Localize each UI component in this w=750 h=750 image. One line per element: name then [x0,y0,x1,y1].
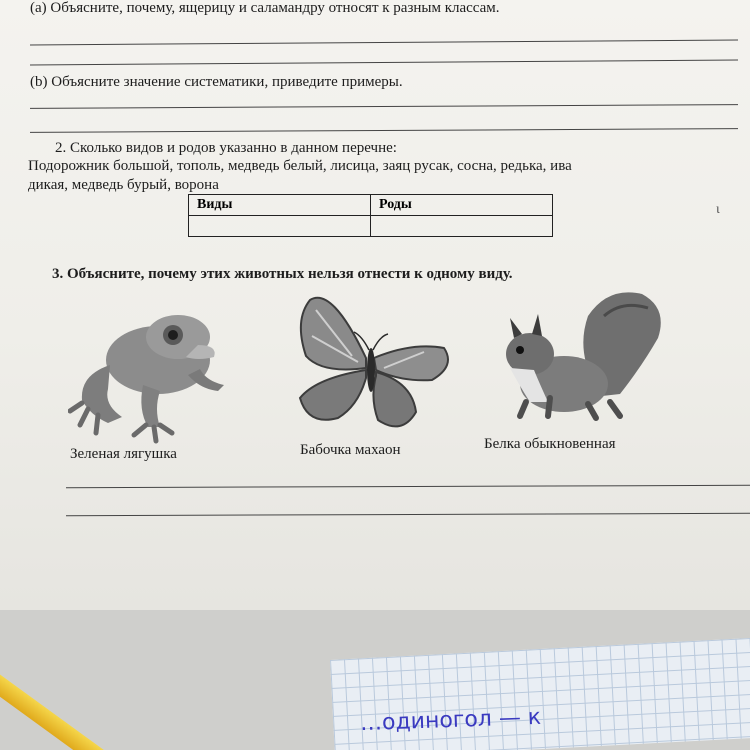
question-2-list-line1: Подорожник большой, тополь, медведь белый, лисица, заяц русак, сосна, редька, ива [28,158,572,174]
question-2-list-line2: дикая, медведь бурый, ворона [28,177,219,193]
question-1b-text: (b) Объясните значение систематики, приведите примеры. [30,74,403,90]
answer-line [30,128,738,133]
table-cell-species[interactable] [189,216,371,237]
squirrel-image [492,286,667,436]
frog-image [68,305,238,445]
butterfly-image [292,286,457,438]
handwritten-note: …одиногол — к [359,704,542,737]
margin-mark: ι [716,202,720,217]
table-header-genera: Роды [371,195,553,216]
answer-line [30,40,738,46]
species-genera-table [188,194,553,237]
answer-line [66,485,750,488]
table-header-species: Виды [189,195,371,216]
answer-line [30,60,738,66]
table-cell-genera[interactable] [371,216,553,237]
squirrel-caption: Белка обыкновенная [484,436,616,452]
question-1a-text: (a) Объясните, почему, ящерицу и саламандру относят к разным классам. [30,0,500,16]
butterfly-caption: Бабочка махаон [300,442,401,458]
frog-caption: Зеленая лягушка [70,446,177,462]
answer-line [66,513,750,516]
question-3-title: 3. Объясните, почему этих животных нельзя отнести к одному виду. [52,266,513,282]
answer-line [30,104,738,109]
question-2-title: 2. Сколько видов и родов указанно в данном перечне: [55,140,397,156]
